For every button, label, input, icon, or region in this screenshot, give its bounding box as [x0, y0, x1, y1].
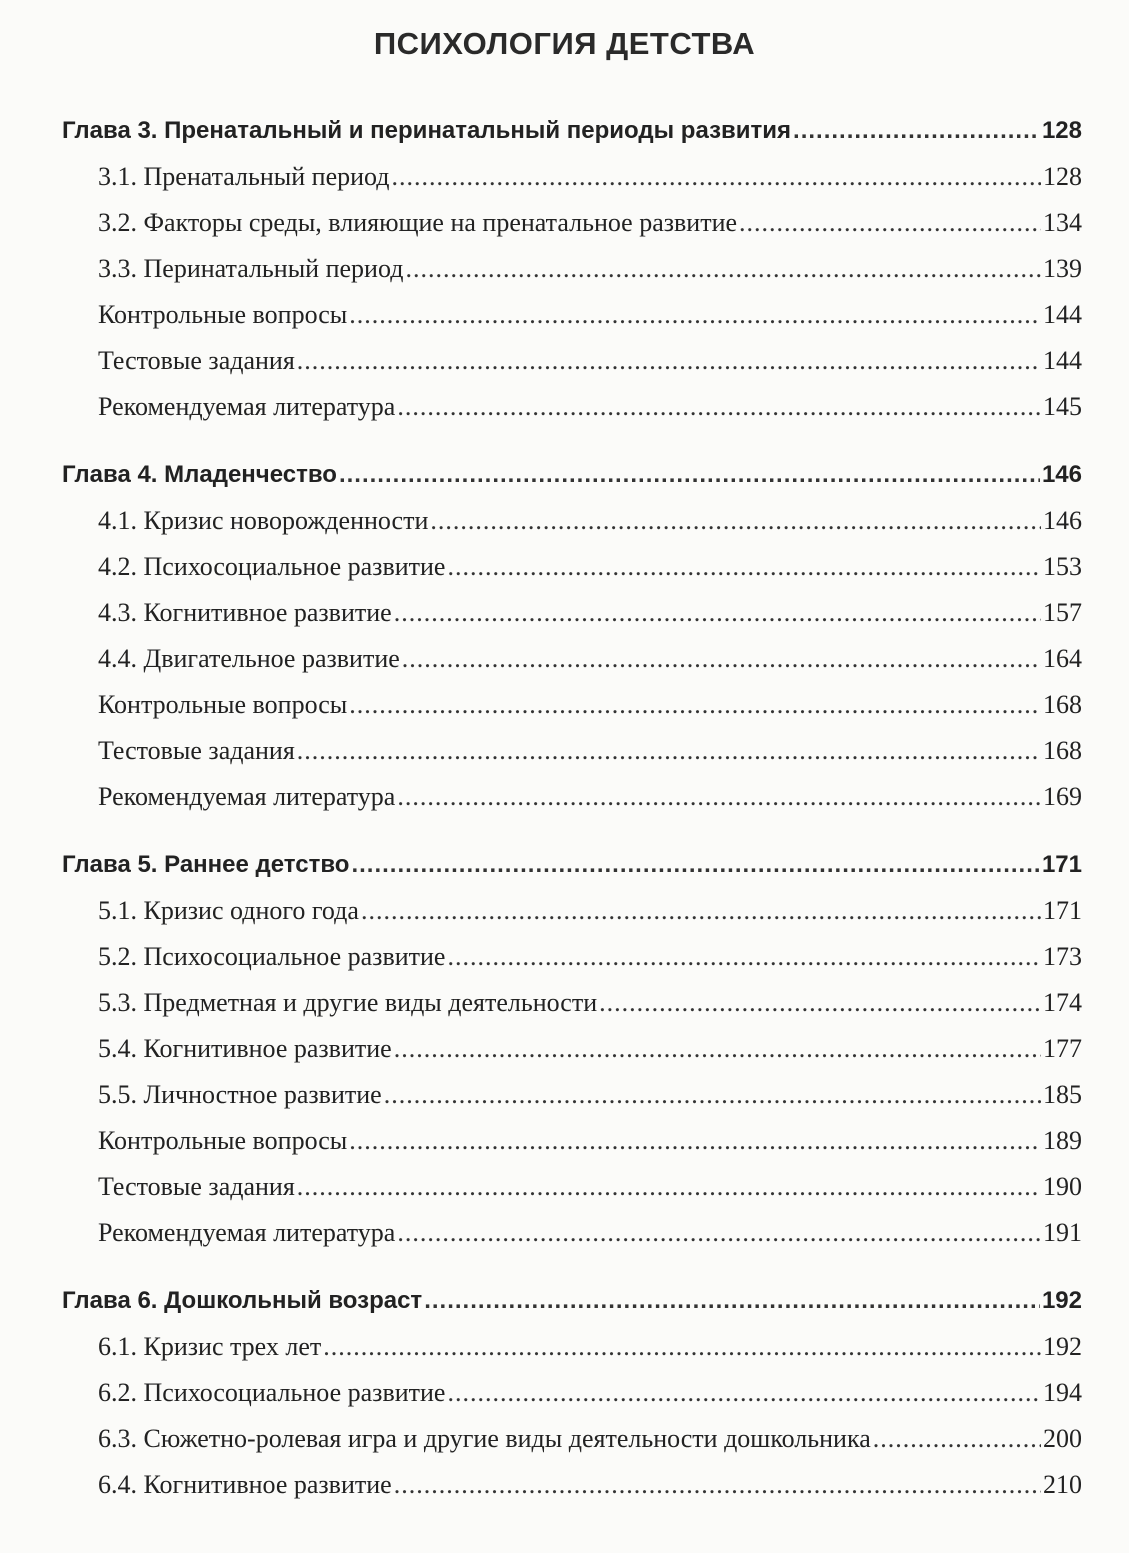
toc-entry[interactable]: [62, 636, 1082, 682]
entry-title: 3.3. Перинатальный период: [98, 254, 404, 283]
page-number: 128: [1041, 117, 1082, 144]
page-number: 191: [1043, 1218, 1082, 1247]
page-number: 200: [1043, 1424, 1082, 1453]
entry-title: Контрольные вопросы: [98, 1126, 348, 1155]
toc-entry[interactable]: [62, 292, 1082, 338]
dot-leader: [297, 1164, 1041, 1210]
toc-entry[interactable]: [62, 498, 1082, 544]
entry-title: Рекомендуемая литература: [98, 392, 396, 421]
dot-leader: [599, 980, 1041, 1026]
page-number: 168: [1043, 690, 1082, 719]
entry-title: Контрольные вопросы: [98, 690, 348, 719]
toc-entry[interactable]: [62, 888, 1082, 934]
chapter-4: [62, 452, 1082, 820]
page-number: 171: [1043, 896, 1082, 925]
entry-title: 6.1. Кризис трех лет: [98, 1332, 322, 1361]
entry-title: Тестовые задания: [98, 346, 295, 375]
entry-title: 5.5. Личностное развитие: [98, 1080, 382, 1109]
dot-leader: [739, 200, 1041, 246]
toc-entry[interactable]: [62, 1118, 1082, 1164]
entry-title: 5.2. Психосоциальное развитие: [98, 942, 446, 971]
dot-leader: [793, 108, 1040, 154]
toc-entry[interactable]: [62, 980, 1082, 1026]
dot-leader: [394, 590, 1041, 636]
toc-entry[interactable]: [62, 774, 1082, 820]
page-number: 139: [1043, 254, 1082, 283]
entry-title: 4.1. Кризис новорожденности: [98, 506, 429, 535]
entry-title: 6.4. Когнитивное развитие: [98, 1470, 392, 1499]
page-number: 168: [1043, 736, 1082, 765]
toc-entry[interactable]: [62, 1210, 1082, 1256]
page-number: 157: [1043, 598, 1082, 627]
chapter-3: [62, 108, 1082, 430]
page-number: 164: [1043, 644, 1082, 673]
entry-title: 5.4. Когнитивное развитие: [98, 1034, 392, 1063]
page-number: 153: [1043, 552, 1082, 581]
page-number: 146: [1041, 461, 1082, 488]
toc-entry[interactable]: [62, 1164, 1082, 1210]
dot-leader: [384, 1072, 1041, 1118]
chapter-heading[interactable]: [62, 842, 1082, 888]
dot-leader: [447, 544, 1041, 590]
dot-leader: [349, 682, 1041, 728]
entry-title: 4.2. Психосоциальное развитие: [98, 552, 446, 581]
page-number: 144: [1043, 300, 1082, 329]
toc-entry[interactable]: [62, 246, 1082, 292]
dot-leader: [323, 1324, 1041, 1370]
entry-title: Тестовые задания: [98, 736, 295, 765]
entry-title: 6.2. Психосоциальное развитие: [98, 1378, 446, 1407]
entry-title: Тестовые задания: [98, 1172, 295, 1201]
entry-title: Рекомендуемая литература: [98, 782, 396, 811]
dot-leader: [397, 384, 1041, 430]
dot-leader: [351, 842, 1040, 888]
toc-entry[interactable]: [62, 682, 1082, 728]
page-number: 173: [1043, 942, 1082, 971]
entry-title: Рекомендуемая литература: [98, 1218, 396, 1247]
chapter-title: Глава 5. Раннее детство: [62, 851, 350, 878]
page-number: 128: [1043, 162, 1082, 191]
dot-leader: [424, 1278, 1040, 1324]
page-number: 190: [1043, 1172, 1082, 1201]
dot-leader: [430, 498, 1041, 544]
dot-leader: [392, 154, 1041, 200]
page-title: ПСИХОЛОГИЯ ДЕТСТВА: [373, 26, 756, 61]
dot-leader: [402, 636, 1041, 682]
page-number: 134: [1043, 208, 1082, 237]
toc-entry[interactable]: [62, 338, 1082, 384]
page-number: 146: [1043, 506, 1082, 535]
dot-leader: [361, 888, 1041, 934]
page-number: 171: [1041, 851, 1082, 878]
toc-entry[interactable]: [62, 544, 1082, 590]
page-number: 194: [1043, 1378, 1082, 1407]
dot-leader: [405, 246, 1041, 292]
chapter-title: Глава 4. Младенчество: [62, 461, 337, 488]
dot-leader: [394, 1026, 1041, 1072]
page-number: 192: [1043, 1332, 1082, 1361]
page-number: 185: [1043, 1080, 1082, 1109]
page-number: 144: [1043, 346, 1082, 375]
dot-leader: [873, 1416, 1041, 1462]
dot-leader: [349, 292, 1041, 338]
toc-entry[interactable]: [62, 934, 1082, 980]
page-number: 177: [1043, 1034, 1082, 1063]
page-number: 189: [1043, 1126, 1082, 1155]
dot-leader: [447, 1370, 1041, 1416]
entry-title: 5.1. Кризис одного года: [98, 896, 359, 925]
toc-entry[interactable]: [62, 1072, 1082, 1118]
dot-leader: [397, 1210, 1041, 1256]
page-number: 192: [1041, 1287, 1082, 1314]
toc-entry[interactable]: [62, 1462, 1082, 1508]
chapter-heading[interactable]: [62, 452, 1082, 498]
page-number: 169: [1043, 782, 1082, 811]
dot-leader: [397, 774, 1041, 820]
entry-title: 4.3. Когнитивное развитие: [98, 598, 392, 627]
table-of-contents: [62, 108, 1082, 1530]
entry-title: 6.3. Сюжетно-ролевая игра и другие виды деятельности дошкольника: [98, 1424, 871, 1453]
dot-leader: [297, 338, 1041, 384]
entry-title: Контрольные вопросы: [98, 300, 348, 329]
dot-leader: [394, 1462, 1041, 1508]
entry-title: 3.1. Пренатальный период: [98, 162, 390, 191]
entry-title: 5.3. Предметная и другие виды деятельности: [98, 988, 598, 1017]
toc-entry[interactable]: [62, 1416, 1082, 1462]
toc-entry[interactable]: [62, 384, 1082, 430]
entry-title: 4.4. Двигательное развитие: [98, 644, 400, 673]
chapter-6: [62, 1278, 1082, 1508]
chapter-heading[interactable]: [62, 108, 1082, 154]
dot-leader: [349, 1118, 1041, 1164]
chapter-heading[interactable]: [62, 1278, 1082, 1324]
page-number: 145: [1043, 392, 1082, 421]
toc-entry[interactable]: [62, 1370, 1082, 1416]
page-number: 210: [1043, 1470, 1082, 1499]
dot-leader: [339, 452, 1040, 498]
dot-leader: [447, 934, 1041, 980]
chapter-title: Глава 3. Пренатальный и перинатальный периоды развития: [62, 117, 792, 144]
entry-title: 3.2. Факторы среды, влияющие на пренатальное развитие: [98, 208, 738, 237]
toc-entry[interactable]: [62, 1026, 1082, 1072]
toc-entry[interactable]: [62, 728, 1082, 774]
toc-entry[interactable]: [62, 154, 1082, 200]
chapter-title: Глава 6. Дошкольный возраст: [62, 1287, 423, 1314]
page-number: 174: [1043, 988, 1082, 1017]
dot-leader: [297, 728, 1041, 774]
toc-entry[interactable]: [62, 590, 1082, 636]
chapter-5: [62, 842, 1082, 1256]
toc-entry[interactable]: [62, 1324, 1082, 1370]
toc-entry[interactable]: [62, 200, 1082, 246]
